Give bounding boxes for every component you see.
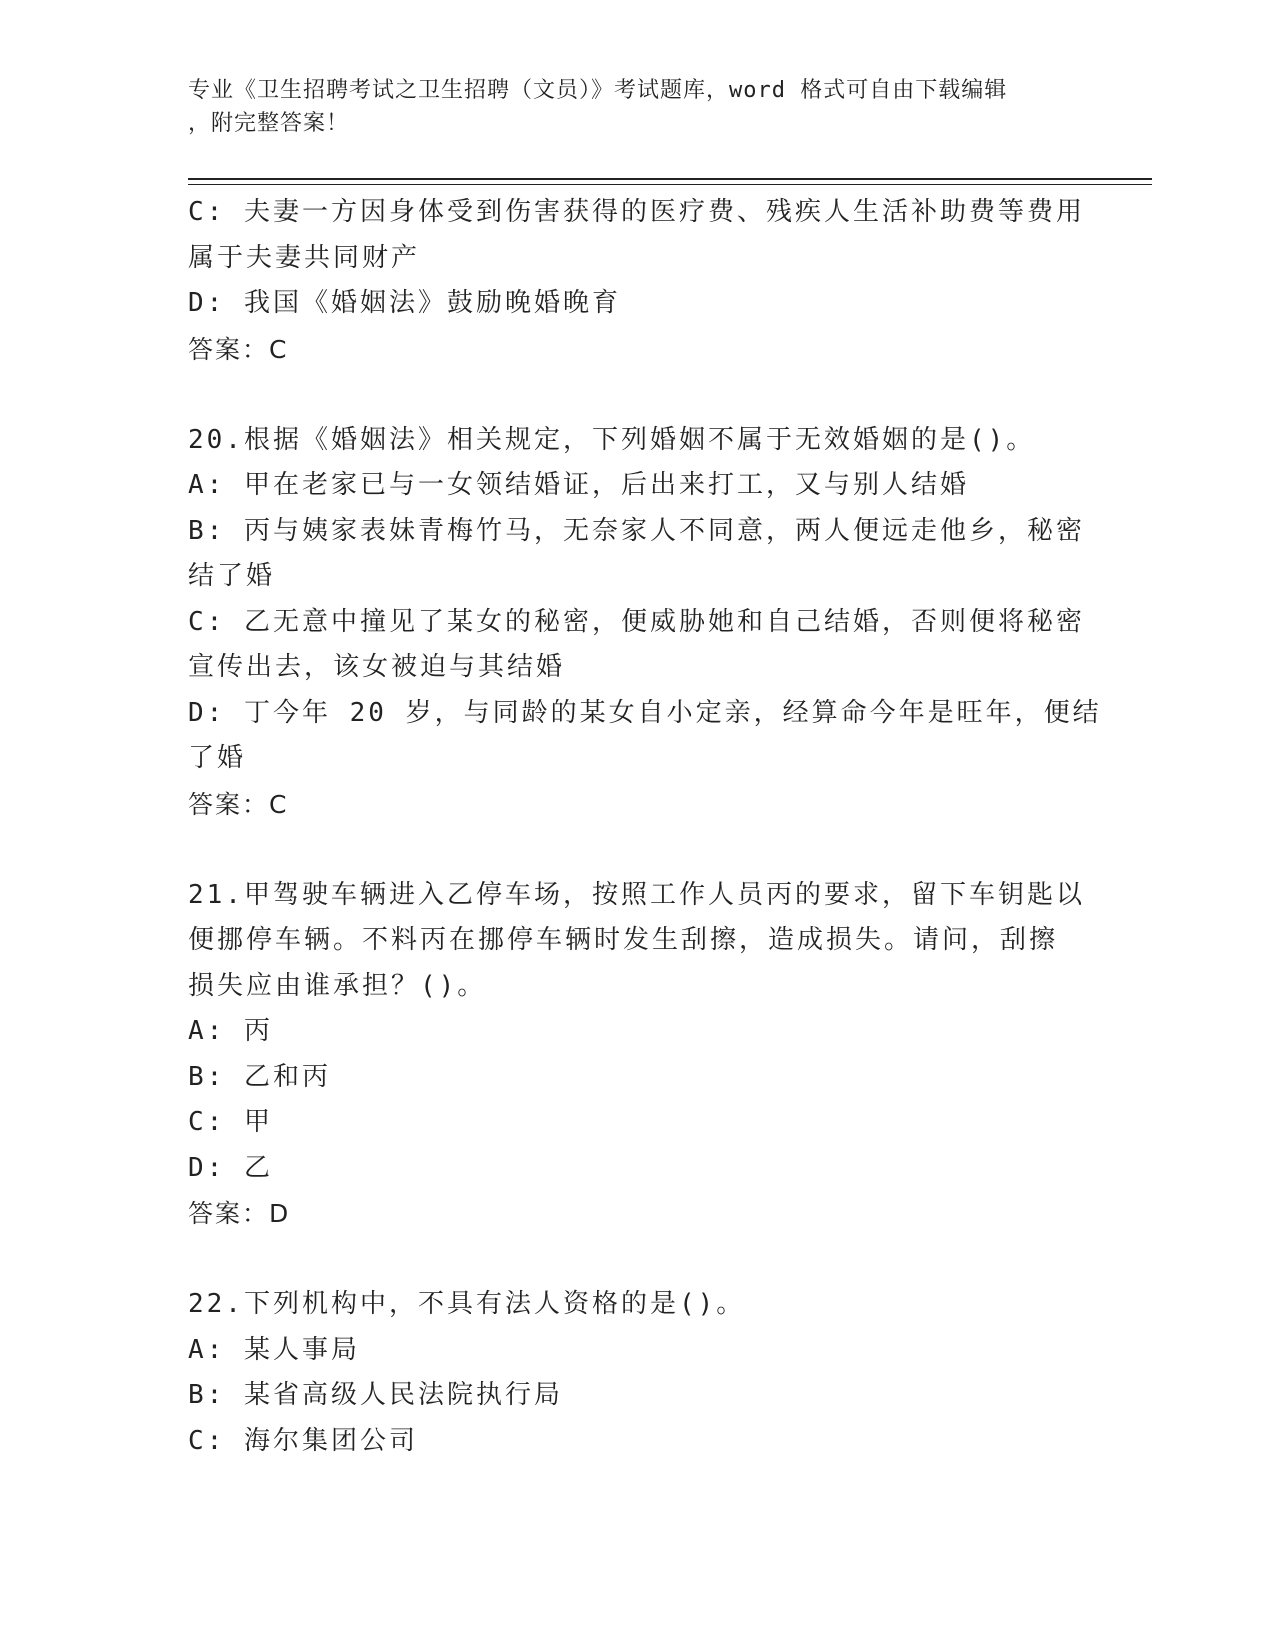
option-c: C: 甲 <box>188 1107 273 1137</box>
option-d-line-1: D: 丁今年 20 岁，与同龄的某女自小定亲，经算命今年是旺年，便结 <box>188 697 1102 728</box>
question-stem-line-3: 损失应由谁承担？()。 <box>188 970 487 1001</box>
header-divider-thick <box>188 178 1152 180</box>
option-c-line-2: 属于夫妻共同财产 <box>188 242 421 273</box>
option-a: A: 甲在老家已与一女领结婚证，后出来打工，又与别人结婚 <box>188 470 969 500</box>
option-b-line-1: B: 丙与姨家表妹青梅竹马，无奈家人不同意，两人便远走他乡，秘密 <box>188 515 1085 546</box>
option-a: A: 某人事局 <box>188 1334 360 1365</box>
question-22 <box>188 1282 1088 1464</box>
option-d-line-2: 了婚 <box>188 743 247 773</box>
header-line-2: ，附完整答案！ <box>188 111 350 136</box>
document-header <box>188 74 1068 140</box>
option-c-line-1: C: 夫妻一方因身体受到伤害获得的医疗费、残疾人生活补助费等费用 <box>188 197 1085 227</box>
option-b: B: 乙和丙 <box>188 1061 331 1092</box>
question-content <box>188 190 1102 1464</box>
option-b-line-2: 结了婚 <box>188 561 276 591</box>
answer-line: 答案：D <box>188 1199 291 1228</box>
answer-line: 答案：C <box>188 789 289 819</box>
option-c-line-2: 宣传出去，该女被迫与其结婚 <box>188 652 566 682</box>
option-c-line-1: C: 乙无意中撞见了某女的秘密，便威胁她和自己结婚，否则便将秘密 <box>188 606 1085 637</box>
option-d: D: 我国《婚姻法》鼓励晚婚晚育 <box>188 288 621 318</box>
spacer <box>188 372 1088 418</box>
answer-line: 答案：C <box>188 334 289 364</box>
question-stem: 22.下列机构中，不具有法人资格的是()。 <box>188 1289 746 1319</box>
previous-question-tail <box>188 190 1088 372</box>
option-b: B: 某省高级人民法院执行局 <box>188 1380 563 1410</box>
question-21 <box>188 873 1088 1237</box>
option-d: D: 乙 <box>188 1152 273 1183</box>
question-stem-line-2: 便挪停车辆。不料丙在挪停车辆时发生刮擦，造成损失。请问，刮擦 <box>188 925 1059 955</box>
option-a: A: 丙 <box>188 1016 273 1046</box>
option-c: C: 海尔集团公司 <box>188 1425 418 1456</box>
header-divider-thin <box>188 184 1152 185</box>
question-stem-line-1: 21.甲驾驶车辆进入乙停车场，按照工作人员丙的要求，留下车钥匙以 <box>188 879 1085 910</box>
spacer <box>188 827 1088 873</box>
spacer <box>188 1237 1088 1283</box>
question-20 <box>188 418 1102 828</box>
header-line-1: 专业《卫生招聘考试之卫生招聘（文员）》考试题库，word 格式可自由下载编辑 <box>188 78 1008 103</box>
question-stem: 20.根据《婚姻法》相关规定，下列婚姻不属于无效婚姻的是()。 <box>188 424 1036 455</box>
